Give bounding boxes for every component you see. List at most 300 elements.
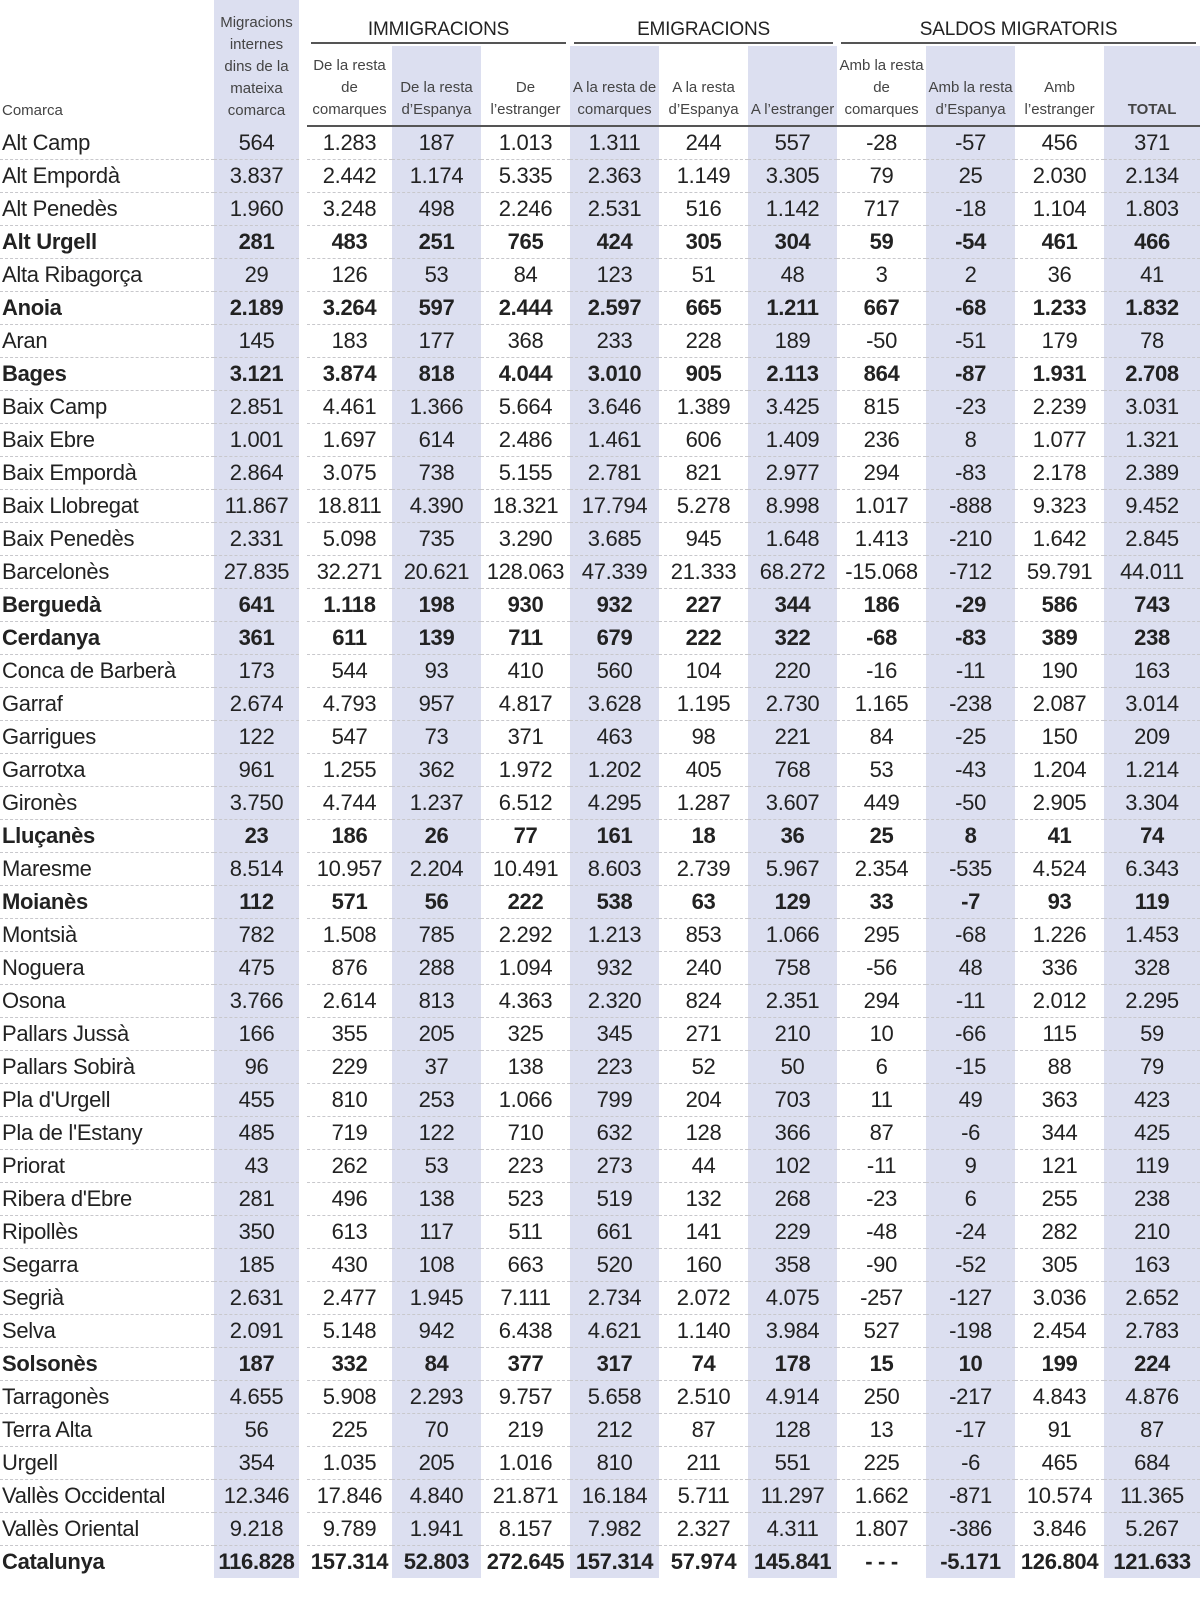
table-cell: 361 [214, 622, 303, 655]
table-cell: 4.914 [748, 1381, 837, 1414]
table-cell: 12.346 [214, 1480, 303, 1513]
table-cell: 121 [1015, 1150, 1104, 1183]
table-cell: 463 [570, 721, 659, 754]
table-cell: 5.278 [659, 490, 748, 523]
comarca-name: Ribera d'Ebre [0, 1183, 214, 1216]
header-saldo-total: TOTAL [1104, 46, 1200, 126]
table-cell: 611 [303, 622, 392, 655]
table-cell: 221 [748, 721, 837, 754]
table-cell: 1.662 [837, 1480, 926, 1513]
table-cell: 945 [659, 523, 748, 556]
table-cell: 11.867 [214, 490, 303, 523]
table-cell: 161 [570, 820, 659, 853]
table-cell: 9.452 [1104, 490, 1200, 523]
header-comarca: Comarca [2, 102, 63, 119]
table-cell: 138 [481, 1051, 570, 1084]
table-row [0, 1348, 1200, 1381]
header-immigracions-label: IMMIGRACIONS [311, 19, 566, 44]
table-cell: 253 [392, 1084, 481, 1117]
table-cell: 328 [1104, 952, 1200, 985]
table-cell: -83 [926, 457, 1015, 490]
table-cell: -888 [926, 490, 1015, 523]
table-cell: 3.031 [1104, 391, 1200, 424]
table-cell: 5.967 [748, 853, 837, 886]
table-cell: 4.840 [392, 1480, 481, 1513]
table-cell: -23 [837, 1183, 926, 1216]
table-cell: 262 [303, 1150, 392, 1183]
table-cell: 163 [1104, 655, 1200, 688]
table-cell: 41 [1104, 259, 1200, 292]
table-cell: 47.339 [570, 556, 659, 589]
table-cell: 36 [1015, 259, 1104, 292]
table-cell: 322 [748, 622, 837, 655]
table-cell: 48 [926, 952, 1015, 985]
table-cell: 268 [748, 1183, 837, 1216]
table-cell: 1.077 [1015, 424, 1104, 457]
table-cell: -68 [926, 919, 1015, 952]
header-saldo-comarques: Amb la resta de comarques [837, 46, 926, 126]
table-cell: 8.514 [214, 853, 303, 886]
table-cell: 405 [659, 754, 748, 787]
table-row [0, 1117, 1200, 1150]
table-cell: -50 [926, 787, 1015, 820]
table-cell: 57.974 [670, 1549, 737, 1574]
table-cell: 13 [837, 1414, 926, 1447]
table-cell: -23 [926, 391, 1015, 424]
table-cell: 4.793 [303, 688, 392, 721]
comarca-name: Moianès [0, 886, 214, 919]
table-cell: 719 [303, 1117, 392, 1150]
table-cell: 3.305 [748, 160, 837, 193]
table-cell: 667 [837, 292, 926, 325]
table-cell: 3.121 [214, 358, 303, 391]
table-cell: 227 [659, 589, 748, 622]
table-cell: 183 [303, 325, 392, 358]
comarca-name: Alt Empordà [0, 160, 214, 193]
table-cell: 1.807 [837, 1513, 926, 1546]
header-emigracions [570, 0, 837, 46]
table-cell: -217 [926, 1381, 1015, 1414]
table-cell: 84 [837, 721, 926, 754]
table-cell: 88 [1015, 1051, 1104, 1084]
table-cell: 1.233 [1015, 292, 1104, 325]
table-cell: 87 [1104, 1414, 1200, 1447]
table-cell: 1.453 [1104, 919, 1200, 952]
table-cell: 11.365 [1104, 1480, 1200, 1513]
table-cell: 229 [748, 1216, 837, 1249]
table-cell: 2.292 [481, 919, 570, 952]
table-cell: 122 [214, 721, 303, 754]
table-cell: 41 [1015, 820, 1104, 853]
table-cell: 122 [392, 1117, 481, 1150]
table-cell: 703 [748, 1084, 837, 1117]
table-cell: 108 [392, 1249, 481, 1282]
comarca-name: Baix Empordà [0, 457, 214, 490]
table-cell: 813 [392, 985, 481, 1018]
table-cell: 799 [570, 1084, 659, 1117]
table-cell: 1.237 [392, 787, 481, 820]
table-cell: 1.213 [570, 919, 659, 952]
table-cell: 7.111 [481, 1282, 570, 1315]
comarca-name: Garrotxa [0, 754, 214, 787]
table-cell: 2.730 [748, 688, 837, 721]
table-cell: 560 [570, 655, 659, 688]
table-cell: 33 [837, 886, 926, 919]
table-cell: -43 [926, 754, 1015, 787]
table-cell: 5.098 [303, 523, 392, 556]
table-cell: 2.113 [748, 358, 837, 391]
table-cell: 3.075 [303, 457, 392, 490]
table-cell: -66 [926, 1018, 1015, 1051]
table-cell: 930 [481, 589, 570, 622]
table-row [0, 424, 1200, 457]
table-cell: 4.363 [481, 985, 570, 1018]
table-cell: 1.165 [837, 688, 926, 721]
table-cell: 710 [481, 1117, 570, 1150]
table-cell: 53 [392, 259, 481, 292]
comarca-name: Pla de l'Estany [0, 1117, 214, 1150]
table-cell: 661 [570, 1216, 659, 1249]
table-cell: 824 [659, 985, 748, 1018]
comarca-name: Cerdanya [0, 622, 214, 655]
comarca-name: Montsià [0, 919, 214, 952]
comarca-name: Baix Llobregat [0, 490, 214, 523]
table-cell: 717 [837, 193, 926, 226]
table-cell: 3.010 [570, 358, 659, 391]
table-cell: 345 [570, 1018, 659, 1051]
comarca-name: Berguedà [0, 589, 214, 622]
table-cell: 810 [303, 1084, 392, 1117]
comarca-name: Segrià [0, 1282, 214, 1315]
table-cell: 49 [926, 1084, 1015, 1117]
table-cell: 363 [1015, 1084, 1104, 1117]
table-cell: -50 [837, 325, 926, 358]
table-cell: 77 [481, 820, 570, 853]
table-cell: 362 [392, 754, 481, 787]
table-cell: 864 [837, 358, 926, 391]
table-cell: 2.674 [214, 688, 303, 721]
table-cell: 59 [1104, 1018, 1200, 1051]
table-cell: 5.148 [303, 1315, 392, 1348]
table-row [0, 226, 1200, 259]
table-row [0, 358, 1200, 391]
table-cell: 449 [837, 787, 926, 820]
table-cell: 18 [659, 820, 748, 853]
table-cell: 163 [1104, 1249, 1200, 1282]
table-cell: 17.794 [570, 490, 659, 523]
table-cell: 3.750 [214, 787, 303, 820]
table-cell: 225 [303, 1414, 392, 1447]
table-cell: 132 [659, 1183, 748, 1216]
table-cell: 2.734 [570, 1282, 659, 1315]
table-cell: 281 [214, 1183, 303, 1216]
table-cell: 273 [570, 1150, 659, 1183]
table-cell: 2.614 [303, 985, 392, 1018]
header-imm-espanya: De la resta d’Espanya [392, 46, 481, 126]
table-cell: 186 [303, 820, 392, 853]
table-cell: 190 [1015, 655, 1104, 688]
table-cell: 735 [392, 523, 481, 556]
table-cell: 3.628 [570, 688, 659, 721]
table-cell: 932 [570, 589, 659, 622]
comarca-name: Pallars Jussà [0, 1018, 214, 1051]
table-cell: 527 [837, 1315, 926, 1348]
table-cell: 6 [837, 1051, 926, 1084]
table-cell: 294 [837, 985, 926, 1018]
table-cell: 597 [392, 292, 481, 325]
table-cell: 2.327 [659, 1513, 748, 1546]
table-cell: 2.631 [214, 1282, 303, 1315]
table-cell: 21.333 [659, 556, 748, 589]
table-cell: 516 [659, 193, 748, 226]
table-cell: 228 [659, 325, 748, 358]
table-cell: 425 [1104, 1117, 1200, 1150]
table-cell: -535 [926, 853, 1015, 886]
table-cell: 4.655 [214, 1381, 303, 1414]
table-cell: 10 [837, 1018, 926, 1051]
table-cell: 115 [1015, 1018, 1104, 1051]
table-cell: 711 [481, 622, 570, 655]
table-cell: 223 [570, 1051, 659, 1084]
comarca-name: Anoia [0, 292, 214, 325]
table-cell: 942 [392, 1315, 481, 1348]
table-cell: 2.189 [214, 292, 303, 325]
table-cell: -5.171 [926, 1546, 1015, 1579]
table-cell: 56 [214, 1414, 303, 1447]
table-cell: 18.811 [303, 490, 392, 523]
comarca-name: Solsonès [0, 1348, 214, 1381]
table-cell: 210 [748, 1018, 837, 1051]
header-emi-estranger: A l’estranger [748, 46, 837, 126]
table-cell: 116.828 [214, 1546, 303, 1579]
table-cell: 758 [748, 952, 837, 985]
table-cell: -28 [837, 126, 926, 160]
table-cell: 305 [659, 226, 748, 259]
table-cell: 1.642 [1015, 523, 1104, 556]
header-internal-migrations: Migracions internes dins de la mateixa comarca [214, 0, 303, 126]
table-cell: 765 [481, 226, 570, 259]
table-cell: 212 [570, 1414, 659, 1447]
table-cell: 2.320 [570, 985, 659, 1018]
table-cell: 121.633 [1104, 1546, 1200, 1579]
table-cell: 317 [570, 1348, 659, 1381]
table-cell: 2.510 [659, 1381, 748, 1414]
comarca-name: Catalunya [2, 1549, 105, 1574]
table-cell: 53 [392, 1150, 481, 1183]
table-cell: 229 [303, 1051, 392, 1084]
table-row [0, 952, 1200, 985]
table-cell: -6 [926, 1117, 1015, 1150]
table-cell: 29 [214, 259, 303, 292]
table-cell: 52.803 [392, 1546, 481, 1579]
table-cell: 304 [748, 226, 837, 259]
table-cell: 641 [214, 589, 303, 622]
table-cell: 21.871 [481, 1480, 570, 1513]
table-cell: 3.014 [1104, 688, 1200, 721]
table-cell: 679 [570, 622, 659, 655]
table-cell: 4.075 [748, 1282, 837, 1315]
table-cell: 126.804 [1020, 1549, 1099, 1574]
table-cell: 198 [392, 589, 481, 622]
table-cell: 52 [659, 1051, 748, 1084]
table-cell: 389 [1015, 622, 1104, 655]
table-cell: -56 [837, 952, 926, 985]
table-cell: 96 [214, 1051, 303, 1084]
table-cell: -7 [926, 886, 1015, 919]
table-cell: 4.744 [303, 787, 392, 820]
table-cell: 815 [837, 391, 926, 424]
table-cell: 48 [748, 259, 837, 292]
table-cell: 157.314 [570, 1546, 659, 1579]
table-cell: 204 [659, 1084, 748, 1117]
header-saldo-estranger: Amb l’estranger [1015, 46, 1104, 126]
table-cell: 9.218 [214, 1513, 303, 1546]
table-cell: 185 [214, 1249, 303, 1282]
comarca-name: Barcelonès [0, 556, 214, 589]
table-cell: 3.984 [748, 1315, 837, 1348]
table-row [0, 490, 1200, 523]
table-row [0, 754, 1200, 787]
header-imm-estranger: De l’estranger [481, 46, 570, 126]
comarca-name: Pallars Sobirà [0, 1051, 214, 1084]
comarca-name: Garraf [0, 688, 214, 721]
table-cell: 2.134 [1104, 160, 1200, 193]
table-cell: 17.846 [303, 1480, 392, 1513]
table-cell: 16.184 [570, 1480, 659, 1513]
table-cell: 1.960 [214, 193, 303, 226]
table-cell: 1.066 [481, 1084, 570, 1117]
table-cell: 281 [214, 226, 303, 259]
comarca-name: Bages [0, 358, 214, 391]
table-row [0, 1183, 1200, 1216]
comarca-name: Lluçanès [0, 820, 214, 853]
table-cell: 3.290 [481, 523, 570, 556]
table-cell: 350 [214, 1216, 303, 1249]
table-cell: -48 [837, 1216, 926, 1249]
table-cell: 1.311 [570, 126, 659, 160]
table-cell: -6 [926, 1447, 1015, 1480]
table-cell: 255 [1015, 1183, 1104, 1216]
table-cell: 336 [1015, 952, 1104, 985]
table-cell: 37 [392, 1051, 481, 1084]
table-cell: 1.142 [748, 193, 837, 226]
table-cell: 209 [1104, 721, 1200, 754]
table-cell: 3.766 [214, 985, 303, 1018]
table-cell: 11 [837, 1084, 926, 1117]
table-cell: 186 [837, 589, 926, 622]
table-row [0, 1414, 1200, 1447]
table-cell: 73 [392, 721, 481, 754]
table-cell: 160 [659, 1249, 748, 1282]
table-cell: 538 [570, 886, 659, 919]
table-row [0, 1084, 1200, 1117]
table-cell: 4.295 [570, 787, 659, 820]
table-cell: 3.248 [303, 193, 392, 226]
table-row [0, 1150, 1200, 1183]
table-cell: -210 [926, 523, 1015, 556]
table-cell: 3.264 [303, 292, 392, 325]
comarca-name: Alt Camp [0, 126, 214, 160]
comarca-name: Noguera [0, 952, 214, 985]
table-cell: 87 [837, 1117, 926, 1150]
table-cell: 251 [392, 226, 481, 259]
table-cell: 557 [748, 126, 837, 160]
table-cell: 119 [1104, 886, 1200, 919]
table-cell: -17 [926, 1414, 1015, 1447]
table-cell: 50 [748, 1051, 837, 1084]
table-cell: 1.204 [1015, 754, 1104, 787]
table-cell: 15 [837, 1348, 926, 1381]
table-cell: 1.945 [392, 1282, 481, 1315]
table-cell: 51 [659, 259, 748, 292]
table-cell: 8 [926, 424, 1015, 457]
table-cell: 1.001 [214, 424, 303, 457]
table-cell: 368 [481, 325, 570, 358]
table-cell: 4.876 [1104, 1381, 1200, 1414]
table-cell: 178 [748, 1348, 837, 1381]
table-cell: 663 [481, 1249, 570, 1282]
table-row [0, 919, 1200, 952]
table-cell: 366 [748, 1117, 837, 1150]
table-cell: 6.343 [1104, 853, 1200, 886]
table-cell: -90 [837, 1249, 926, 1282]
table-cell: 79 [837, 160, 926, 193]
table-cell: 224 [1104, 1348, 1200, 1381]
table-cell: 166 [214, 1018, 303, 1051]
table-cell: 74 [1104, 820, 1200, 853]
table-cell: 1.094 [481, 952, 570, 985]
comarca-name: Priorat [0, 1150, 214, 1183]
table-row [0, 1480, 1200, 1513]
table-row [0, 589, 1200, 622]
table-cell: 1.118 [303, 589, 392, 622]
table-cell: 294 [837, 457, 926, 490]
table-cell: 371 [1104, 126, 1200, 160]
table-cell: 74 [659, 1348, 748, 1381]
table-cell: 1.202 [570, 754, 659, 787]
table-cell: 11.297 [748, 1480, 837, 1513]
table-cell: 1.366 [392, 391, 481, 424]
total-row [0, 1546, 1200, 1579]
table-cell: 547 [303, 721, 392, 754]
table-cell: 2.739 [659, 853, 748, 886]
table-cell: 325 [481, 1018, 570, 1051]
comarca-name: Garrigues [0, 721, 214, 754]
table-cell: -87 [926, 358, 1015, 391]
table-cell: 20.621 [392, 556, 481, 589]
table-cell: 410 [481, 655, 570, 688]
table-row [0, 1315, 1200, 1348]
table-cell: -29 [926, 589, 1015, 622]
table-cell: 3.846 [1015, 1513, 1104, 1546]
table-cell: 43 [214, 1150, 303, 1183]
table-cell: 455 [214, 1084, 303, 1117]
table-cell: -24 [926, 1216, 1015, 1249]
table-cell: 3.607 [748, 787, 837, 820]
table-cell: -54 [926, 226, 1015, 259]
comarca-name: Vallès Occidental [0, 1480, 214, 1513]
table-cell: 423 [1104, 1084, 1200, 1117]
table-cell: 138 [392, 1183, 481, 1216]
table-cell: 905 [659, 358, 748, 391]
table-cell: 430 [303, 1249, 392, 1282]
table-cell: 520 [570, 1249, 659, 1282]
table-row [0, 193, 1200, 226]
header-emi-comarques: A la resta de comarques [570, 46, 659, 126]
table-cell: 2.851 [214, 391, 303, 424]
comarca-name: Vallès Oriental [0, 1513, 214, 1546]
table-cell: -198 [926, 1315, 1015, 1348]
